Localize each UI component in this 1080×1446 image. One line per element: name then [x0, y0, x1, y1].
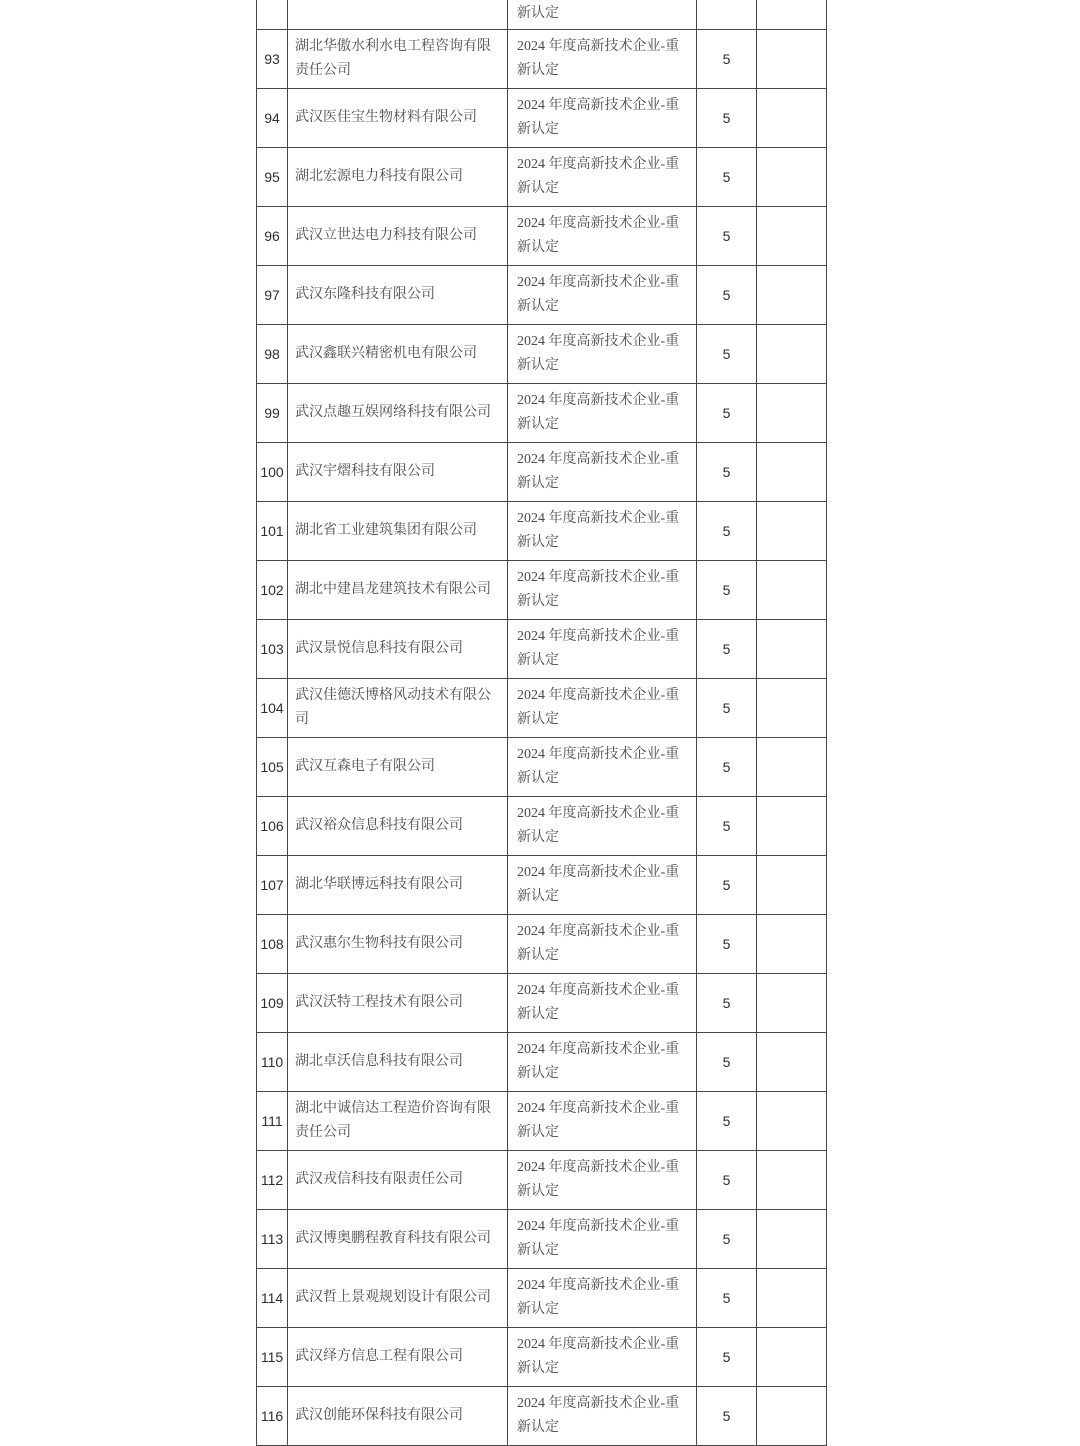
recognition-category: 2024 年度高新技术企业-重新认定: [508, 502, 697, 561]
recognition-category: 2024 年度高新技术企业-重新认定: [508, 1210, 697, 1269]
remark-cell: [757, 30, 827, 89]
score-value: 5: [697, 207, 757, 266]
recognition-category: 2024 年度高新技术企业-重新认定: [508, 89, 697, 148]
company-name: [288, 0, 508, 30]
remark-cell: [757, 443, 827, 502]
row-number: 101: [257, 502, 288, 561]
row-number: 98: [257, 325, 288, 384]
score-value: 5: [697, 561, 757, 620]
score-value: 5: [697, 738, 757, 797]
company-name: 武汉宇熠科技有限公司: [288, 443, 508, 502]
remark-cell: [757, 502, 827, 561]
score-value: 5: [697, 148, 757, 207]
company-name: 武汉医佳宝生物材料有限公司: [288, 89, 508, 148]
hightech-enterprise-table: [256, 0, 827, 1446]
score-value: 5: [697, 325, 757, 384]
table-row: [257, 1033, 827, 1092]
score-value: 5: [697, 502, 757, 561]
company-name: 湖北华联博远科技有限公司: [288, 856, 508, 915]
row-number: 95: [257, 148, 288, 207]
table-row: [257, 502, 827, 561]
recognition-category: 2024 年度高新技术企业-重新认定: [508, 1033, 697, 1092]
remark-cell: [757, 384, 827, 443]
company-name: 武汉互森电子有限公司: [288, 738, 508, 797]
company-name: 武汉哲上景观规划设计有限公司: [288, 1269, 508, 1328]
company-name: 武汉戎信科技有限责任公司: [288, 1151, 508, 1210]
recognition-category: 2024 年度高新技术企业-重新认定: [508, 325, 697, 384]
remark-cell: [757, 561, 827, 620]
table-row: [257, 797, 827, 856]
score-value: 5: [697, 89, 757, 148]
recognition-category: 2024 年度高新技术企业-重新认定: [508, 620, 697, 679]
row-number: 115: [257, 1328, 288, 1387]
recognition-category: 2024 年度高新技术企业-重新认定: [508, 679, 697, 738]
company-name: 湖北中建昌龙建筑技术有限公司: [288, 561, 508, 620]
table-row: [257, 325, 827, 384]
table-row: [257, 89, 827, 148]
row-number: 93: [257, 30, 288, 89]
table-row: [257, 620, 827, 679]
remark-cell: [757, 738, 827, 797]
remark-cell: [757, 266, 827, 325]
score-value: 5: [697, 797, 757, 856]
remark-cell: [757, 1387, 827, 1446]
recognition-category: 2024 年度高新技术企业-重新认定: [508, 1387, 697, 1446]
remark-cell: [757, 1151, 827, 1210]
row-number: 107: [257, 856, 288, 915]
score-value: 5: [697, 1387, 757, 1446]
row-number: 112: [257, 1151, 288, 1210]
remark-cell: [757, 1328, 827, 1387]
remark-cell: [757, 1092, 827, 1151]
recognition-category: 新认定: [508, 0, 697, 30]
recognition-category: 2024 年度高新技术企业-重新认定: [508, 797, 697, 856]
recognition-category: 2024 年度高新技术企业-重新认定: [508, 207, 697, 266]
row-number: 106: [257, 797, 288, 856]
row-number: 96: [257, 207, 288, 266]
row-number: 105: [257, 738, 288, 797]
row-number: 108: [257, 915, 288, 974]
table-row: [257, 1092, 827, 1151]
table-row: [257, 207, 827, 266]
row-number: 100: [257, 443, 288, 502]
company-name: 湖北省工业建筑集团有限公司: [288, 502, 508, 561]
score-value: 5: [697, 1328, 757, 1387]
recognition-category: 2024 年度高新技术企业-重新认定: [508, 148, 697, 207]
row-number: 102: [257, 561, 288, 620]
table-row: [257, 1387, 827, 1446]
remark-cell: [757, 974, 827, 1033]
row-number: 103: [257, 620, 288, 679]
partial-row-continuation: [257, 0, 827, 30]
recognition-category: 2024 年度高新技术企业-重新认定: [508, 1328, 697, 1387]
row-number: 94: [257, 89, 288, 148]
recognition-category: 2024 年度高新技术企业-重新认定: [508, 30, 697, 89]
table-row: [257, 30, 827, 89]
score-value: 5: [697, 679, 757, 738]
row-number: 97: [257, 266, 288, 325]
recognition-category: 2024 年度高新技术企业-重新认定: [508, 738, 697, 797]
company-name: 武汉立世达电力科技有限公司: [288, 207, 508, 266]
row-number: 104: [257, 679, 288, 738]
score-value: 5: [697, 443, 757, 502]
score-value: 5: [697, 384, 757, 443]
remark-cell: [757, 325, 827, 384]
score-value: 5: [697, 1092, 757, 1151]
score-value: 5: [697, 266, 757, 325]
row-number: 114: [257, 1269, 288, 1328]
remark-cell: [757, 797, 827, 856]
company-name: 武汉沃特工程技术有限公司: [288, 974, 508, 1033]
remark-cell: [757, 1269, 827, 1328]
recognition-category: 2024 年度高新技术企业-重新认定: [508, 561, 697, 620]
recognition-category: 2024 年度高新技术企业-重新认定: [508, 856, 697, 915]
score-value: 5: [697, 856, 757, 915]
remark-cell: [757, 89, 827, 148]
company-name: 武汉点趣互娱网络科技有限公司: [288, 384, 508, 443]
row-number: 113: [257, 1210, 288, 1269]
remark-cell: [757, 679, 827, 738]
remark-cell: [757, 207, 827, 266]
recognition-category: 2024 年度高新技术企业-重新认定: [508, 1151, 697, 1210]
company-name: 武汉佳德沃博格风动技术有限公司: [288, 679, 508, 738]
company-name: 武汉博奥鹏程教育科技有限公司: [288, 1210, 508, 1269]
company-name: 武汉景悦信息科技有限公司: [288, 620, 508, 679]
company-name: 湖北中诚信达工程造价咨询有限责任公司: [288, 1092, 508, 1151]
score-value: 5: [697, 1033, 757, 1092]
company-name: 武汉东隆科技有限公司: [288, 266, 508, 325]
remark-cell: [757, 620, 827, 679]
row-number: 99: [257, 384, 288, 443]
company-name: 武汉惠尔生物科技有限公司: [288, 915, 508, 974]
row-number: [257, 0, 288, 30]
table-row: [257, 738, 827, 797]
score-value: 5: [697, 1210, 757, 1269]
company-name: 湖北宏源电力科技有限公司: [288, 148, 508, 207]
remark-cell: [757, 856, 827, 915]
table-row: [257, 915, 827, 974]
table-row: [257, 148, 827, 207]
table-row: [257, 266, 827, 325]
row-number: 111: [257, 1092, 288, 1151]
remark-cell: [757, 915, 827, 974]
score-value: 5: [697, 30, 757, 89]
table-row: [257, 443, 827, 502]
row-number: 110: [257, 1033, 288, 1092]
recognition-category: 2024 年度高新技术企业-重新认定: [508, 443, 697, 502]
score-value: [697, 0, 757, 30]
table-row: [257, 679, 827, 738]
company-name: 武汉裕众信息科技有限公司: [288, 797, 508, 856]
table-row: [257, 974, 827, 1033]
table-row-partial: [257, 0, 827, 30]
row-number: 109: [257, 974, 288, 1033]
table-row: [257, 1210, 827, 1269]
score-value: 5: [697, 620, 757, 679]
company-name: 湖北华傲水利水电工程咨询有限责任公司: [288, 30, 508, 89]
recognition-category: 2024 年度高新技术企业-重新认定: [508, 384, 697, 443]
table-row: [257, 1328, 827, 1387]
score-value: 5: [697, 1269, 757, 1328]
score-value: 5: [697, 915, 757, 974]
table-row: [257, 856, 827, 915]
company-name: 湖北卓沃信息科技有限公司: [288, 1033, 508, 1092]
table-row: [257, 1151, 827, 1210]
remark-cell: [757, 0, 827, 30]
company-table-body: [257, 30, 827, 1446]
company-name: 武汉创能环保科技有限公司: [288, 1387, 508, 1446]
recognition-category: 2024 年度高新技术企业-重新认定: [508, 915, 697, 974]
company-name: 武汉鑫联兴精密机电有限公司: [288, 325, 508, 384]
score-value: 5: [697, 1151, 757, 1210]
table-row: [257, 384, 827, 443]
recognition-category: 2024 年度高新技术企业-重新认定: [508, 974, 697, 1033]
remark-cell: [757, 1210, 827, 1269]
recognition-category: 2024 年度高新技术企业-重新认定: [508, 1092, 697, 1151]
company-name: 武汉绎方信息工程有限公司: [288, 1328, 508, 1387]
score-value: 5: [697, 974, 757, 1033]
table-row: [257, 561, 827, 620]
remark-cell: [757, 148, 827, 207]
remark-cell: [757, 1033, 827, 1092]
table-row: [257, 1269, 827, 1328]
recognition-category: 2024 年度高新技术企业-重新认定: [508, 266, 697, 325]
row-number: 116: [257, 1387, 288, 1446]
recognition-category: 2024 年度高新技术企业-重新认定: [508, 1269, 697, 1328]
